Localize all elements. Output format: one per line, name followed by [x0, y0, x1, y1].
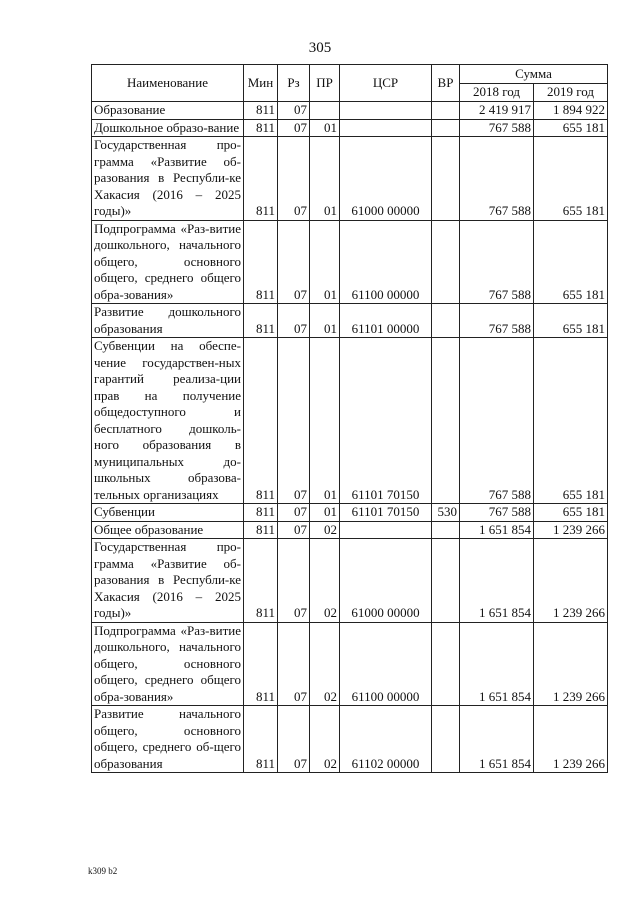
- table-row: [92, 102, 608, 120]
- cell-y2018: 767 588: [460, 119, 534, 137]
- header-sum: Сумма: [460, 65, 608, 84]
- cell-y2018: 1 651 854: [460, 706, 534, 773]
- cell-min: 811: [244, 119, 278, 137]
- cell-min: 811: [244, 137, 278, 221]
- cell-vr: [432, 304, 460, 338]
- cell-min: 811: [244, 622, 278, 706]
- cell-pr: 02: [310, 706, 340, 773]
- table-header: [92, 65, 608, 102]
- cell-vr: [432, 706, 460, 773]
- header-min: Мин: [244, 65, 278, 102]
- cell-pr: 01: [310, 338, 340, 504]
- cell-y2018: 2 419 917: [460, 102, 534, 120]
- cell-name: Развитие дошкольного образования: [92, 304, 244, 338]
- cell-csr: 61000 00000: [340, 539, 432, 623]
- header-vr: ВР: [432, 65, 460, 102]
- cell-y2018: 767 588: [460, 137, 534, 221]
- cell-rz: 07: [278, 521, 310, 539]
- table-body: [92, 102, 608, 773]
- cell-name: Дошкольное образо-вание: [92, 119, 244, 137]
- cell-y2019: 1 894 922: [534, 102, 608, 120]
- cell-csr: 61102 00000: [340, 706, 432, 773]
- cell-name: Субвенции на обеспе-чение государствен-ных гарантий реализа-ции прав на получение общедоступного и бесплатного дошколь-ного образования в муниципальных до-школьных образова-тельных организациях: [92, 338, 244, 504]
- cell-csr: [340, 521, 432, 539]
- table-row: [92, 504, 608, 522]
- cell-pr: 02: [310, 622, 340, 706]
- cell-rz: 07: [278, 706, 310, 773]
- table-row: [92, 220, 608, 304]
- cell-rz: 07: [278, 119, 310, 137]
- cell-rz: 07: [278, 539, 310, 623]
- cell-pr: 01: [310, 119, 340, 137]
- cell-vr: [432, 622, 460, 706]
- cell-name: Подпрограмма «Раз-витие дошкольного, начального общего, основного общего, среднего общего обра-зования»: [92, 220, 244, 304]
- table-row: [92, 539, 608, 623]
- cell-pr: 01: [310, 220, 340, 304]
- cell-name: Государственная про-грамма «Развитие об-разования в Республи-ке Хакасия (2016 – 2025 годы)»: [92, 137, 244, 221]
- cell-y2018: 767 588: [460, 504, 534, 522]
- cell-vr: 530: [432, 504, 460, 522]
- cell-y2018: 767 588: [460, 304, 534, 338]
- cell-y2018: 767 588: [460, 220, 534, 304]
- table-row: [92, 622, 608, 706]
- header-name: Наименование: [92, 65, 244, 102]
- cell-pr: 02: [310, 521, 340, 539]
- cell-vr: [432, 521, 460, 539]
- cell-csr: 61100 00000: [340, 622, 432, 706]
- cell-y2019: 655 181: [534, 119, 608, 137]
- cell-name: Подпрограмма «Раз-витие дошкольного, начального общего, основного общего, среднего общего обра-зования»: [92, 622, 244, 706]
- table-row: [92, 706, 608, 773]
- cell-name: Субвенции: [92, 504, 244, 522]
- cell-y2019: 1 239 266: [534, 706, 608, 773]
- cell-csr: 61101 70150: [340, 338, 432, 504]
- cell-min: 811: [244, 220, 278, 304]
- table-row: [92, 137, 608, 221]
- cell-name: Государственная про-грамма «Развитие об-разования в Республи-ке Хакасия (2016 – 2025 годы)»: [92, 539, 244, 623]
- cell-pr: [310, 102, 340, 120]
- cell-csr: 61100 00000: [340, 220, 432, 304]
- budget-table: [91, 64, 608, 773]
- cell-vr: [432, 338, 460, 504]
- cell-name: Общее образование: [92, 521, 244, 539]
- cell-pr: 01: [310, 304, 340, 338]
- cell-min: 811: [244, 504, 278, 522]
- cell-y2018: 1 651 854: [460, 539, 534, 623]
- cell-y2019: 655 181: [534, 220, 608, 304]
- cell-min: 811: [244, 338, 278, 504]
- cell-y2018: 1 651 854: [460, 521, 534, 539]
- cell-y2019: 655 181: [534, 338, 608, 504]
- header-2018: 2018 год: [460, 83, 534, 102]
- table-row: [92, 304, 608, 338]
- cell-y2019: 1 239 266: [534, 539, 608, 623]
- cell-vr: [432, 137, 460, 221]
- cell-y2019: 655 181: [534, 137, 608, 221]
- page-number: 305: [308, 40, 332, 56]
- cell-csr: [340, 102, 432, 120]
- cell-vr: [432, 102, 460, 120]
- header-rz: Рз: [278, 65, 310, 102]
- cell-vr: [432, 119, 460, 137]
- cell-name: Развитие начального общего, основного общего, среднего об-щего образования: [92, 706, 244, 773]
- table-row: [92, 338, 608, 504]
- cell-min: 811: [244, 521, 278, 539]
- cell-y2019: 1 239 266: [534, 622, 608, 706]
- cell-rz: 07: [278, 137, 310, 221]
- cell-pr: 02: [310, 539, 340, 623]
- cell-min: 811: [244, 102, 278, 120]
- cell-vr: [432, 220, 460, 304]
- cell-csr: [340, 119, 432, 137]
- cell-rz: 07: [278, 338, 310, 504]
- cell-rz: 07: [278, 304, 310, 338]
- cell-name: Образование: [92, 102, 244, 120]
- cell-rz: 07: [278, 102, 310, 120]
- cell-rz: 07: [278, 622, 310, 706]
- cell-min: 811: [244, 539, 278, 623]
- cell-vr: [432, 539, 460, 623]
- header-csr: ЦСР: [340, 65, 432, 102]
- cell-pr: 01: [310, 137, 340, 221]
- cell-rz: 07: [278, 220, 310, 304]
- cell-y2018: 767 588: [460, 338, 534, 504]
- header-pr: ПР: [310, 65, 340, 102]
- header-2019: 2019 год: [534, 83, 608, 102]
- cell-csr: 61101 00000: [340, 304, 432, 338]
- cell-y2019: 1 239 266: [534, 521, 608, 539]
- cell-min: 811: [244, 706, 278, 773]
- cell-rz: 07: [278, 504, 310, 522]
- footer-code: k309 b2: [88, 866, 118, 876]
- cell-y2019: 655 181: [534, 504, 608, 522]
- cell-min: 811: [244, 304, 278, 338]
- cell-csr: 61000 00000: [340, 137, 432, 221]
- table-row: [92, 119, 608, 137]
- cell-pr: 01: [310, 504, 340, 522]
- cell-y2018: 1 651 854: [460, 622, 534, 706]
- cell-y2019: 655 181: [534, 304, 608, 338]
- table-row: [92, 521, 608, 539]
- cell-csr: 61101 70150: [340, 504, 432, 522]
